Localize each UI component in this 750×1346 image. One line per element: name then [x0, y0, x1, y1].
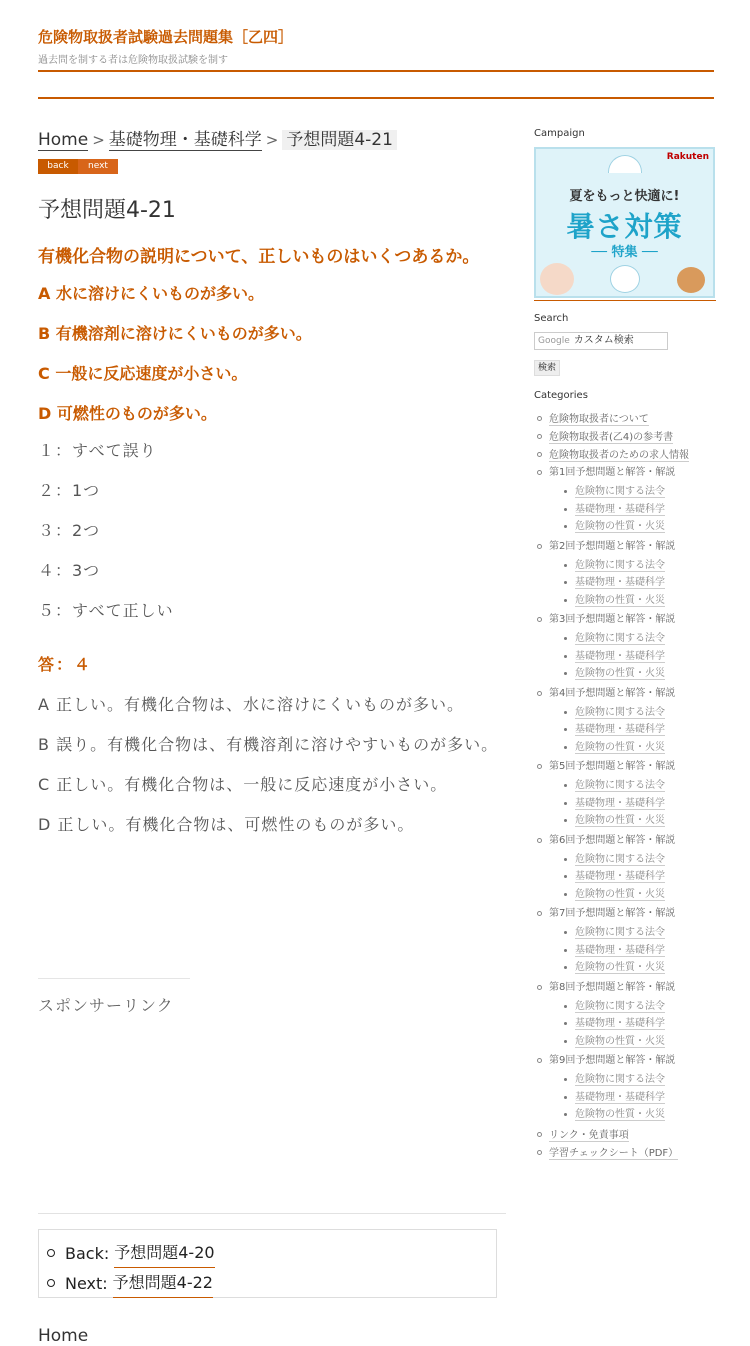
subcategory-item: [549, 501, 716, 519]
dot-bullet-icon: [564, 1022, 567, 1025]
subcategory-link[interactable]: 危険物に関する法令: [575, 559, 665, 571]
question-text: 有機化合物の説明について、正しいものはいくつあるか。: [38, 247, 480, 267]
category-sublist: [549, 777, 716, 830]
category-link[interactable]: 危険物取扱者について: [549, 414, 649, 425]
dot-bullet-icon: [564, 875, 567, 878]
person-illustration: [540, 263, 574, 295]
subcategory-item: [549, 704, 716, 722]
subcategory-link[interactable]: 危険物に関する法令: [575, 780, 665, 791]
subcategory-item: [549, 886, 716, 904]
subcategory-item: [549, 1106, 716, 1124]
subcategory-item: [549, 665, 716, 683]
category-link[interactable]: リンク・免責事項: [549, 1129, 629, 1141]
subcategory-link[interactable]: 危険物の性質・火災: [575, 815, 665, 826]
post-nav-next: [45, 1268, 496, 1298]
explanation-d: D 正しい。有機化合物は、可燃性のものが多い。: [38, 815, 415, 834]
subcategory-item: [549, 574, 716, 592]
dot-bullet-icon: [564, 637, 567, 640]
category-sublist: [549, 851, 716, 904]
sidebar: [534, 128, 716, 1163]
category-group-label: 第9回予想問題と解答・解説: [549, 1055, 676, 1066]
circle-bullet-icon: [537, 691, 542, 696]
subcategory-link[interactable]: 危険物の性質・火災: [575, 1035, 665, 1047]
campaign-title: Campaign: [534, 128, 585, 139]
category-group-label: 第5回予想問題と解答・解説: [549, 761, 676, 772]
google-logo: Google: [538, 336, 570, 346]
bear-illustration: [610, 265, 640, 293]
circle-bullet-icon: [537, 985, 542, 990]
choice-2: ２：1つ: [38, 481, 101, 500]
explanation-b: B 誤り。有機化合物は、有機溶剤に溶けやすいものが多い。: [38, 735, 499, 754]
category-sublist: [549, 704, 716, 757]
site-description: 過去問を制する者は危険物取扱試験を制す: [38, 55, 228, 66]
breadcrumb-category[interactable]: 基礎物理・基礎科学: [108, 130, 262, 150]
category-sublist: [549, 924, 716, 977]
subcategory-item: [549, 959, 716, 977]
circle-bullet-icon: [537, 434, 542, 439]
circle-bullet-icon: [537, 452, 542, 457]
explanation-c: C 正しい。有機化合物は、一般に反応速度が小さい。: [38, 775, 448, 794]
subcategory-item: [549, 518, 716, 536]
dot-bullet-icon: [564, 802, 567, 805]
sponsor-divider: [38, 978, 190, 979]
bottom-breadcrumb: [38, 1326, 88, 1346]
choice-4: ４：3つ: [38, 561, 101, 580]
header-rule-bottom: [38, 97, 714, 99]
circle-bullet-icon: [537, 911, 542, 916]
circle-bullet-icon: [537, 416, 542, 421]
breadcrumb-home[interactable]: Home: [38, 1326, 89, 1346]
dot-bullet-icon: [564, 1096, 567, 1099]
explanation-a: A 正しい。有機化合物は、水に溶けにくいものが多い。: [38, 695, 465, 714]
circle-bullet-icon: [537, 617, 542, 622]
category-group: [534, 906, 716, 980]
category-group: [534, 759, 716, 833]
category-item: [534, 1145, 716, 1163]
subcategory-link[interactable]: 危険物に関する法令: [575, 486, 665, 497]
bullet-icon: [47, 1279, 55, 1287]
subcategory-link[interactable]: 危険物に関する法令: [575, 927, 665, 938]
category-link[interactable]: 危険物取扱者のための求人情報: [549, 450, 689, 461]
subcategory-link[interactable]: 危険物の性質・火災: [575, 521, 665, 532]
category-group-label: 第8回予想問題と解答・解説: [549, 981, 676, 993]
dot-bullet-icon: [564, 599, 567, 602]
category-group-label: 第1回予想問題と解答・解説: [549, 467, 676, 478]
subcategory-item: [549, 648, 716, 666]
category-group-label: 第2回予想問題と解答・解説: [549, 540, 676, 552]
post-title: 予想問題4-21: [38, 198, 176, 223]
category-sublist: [549, 630, 716, 683]
categories-title: Categories: [534, 390, 588, 401]
dot-bullet-icon: [564, 1113, 567, 1116]
dot-bullet-icon: [564, 581, 567, 584]
dot-bullet-icon: [564, 525, 567, 528]
subcategory-link[interactable]: 基礎物理・基礎科学: [575, 944, 665, 956]
circle-bullet-icon: [537, 1058, 542, 1063]
dot-bullet-icon: [564, 728, 567, 731]
circle-bullet-icon: [537, 470, 542, 475]
dot-bullet-icon: [564, 490, 567, 493]
answer: 答：４: [38, 655, 93, 674]
category-group: [534, 980, 716, 1054]
category-sublist: [549, 557, 716, 610]
bullet-icon: [47, 1249, 55, 1257]
category-group: [534, 833, 716, 907]
back-button[interactable]: back: [38, 159, 78, 174]
subcategory-item: [549, 777, 716, 795]
circle-bullet-icon: [537, 838, 542, 843]
circle-bullet-icon: [537, 544, 542, 549]
subcategory-item: [549, 1033, 716, 1051]
choice-5: ５：すべて正しい: [38, 601, 174, 620]
rakuten-logo: Rakuten: [666, 152, 709, 162]
dot-bullet-icon: [564, 672, 567, 675]
subcategory-item: [549, 1089, 716, 1107]
dot-bullet-icon: [564, 1005, 567, 1008]
dog-illustration: [677, 267, 705, 293]
subcategory-link[interactable]: 危険物に関する法令: [575, 1074, 665, 1085]
post-nav-back: [45, 1238, 496, 1268]
subcategory-item: [549, 795, 716, 813]
subcategory-item: [549, 739, 716, 757]
choice-3: ３：2つ: [38, 521, 101, 540]
category-link[interactable]: 危険物取扱者(乙4)の参考書: [549, 432, 674, 443]
subcategory-link[interactable]: 基礎物理・基礎科学: [575, 871, 665, 882]
subcategory-link[interactable]: 危険物に関する法令: [575, 706, 665, 718]
breadcrumb-separator: >: [265, 131, 279, 149]
category-group-label: 第7回予想問題と解答・解説: [549, 908, 676, 919]
dot-bullet-icon: [564, 508, 567, 511]
category-group: [534, 686, 716, 760]
subcategory-link[interactable]: 基礎物理・基礎科学: [575, 650, 665, 662]
category-sublist: [549, 483, 716, 536]
dot-bullet-icon: [564, 819, 567, 822]
breadcrumb-separator: >: [92, 131, 105, 149]
choice-1: １：すべて誤り: [38, 441, 157, 460]
next-button[interactable]: next: [78, 159, 118, 174]
category-item: [534, 447, 716, 465]
dot-bullet-icon: [564, 564, 567, 567]
subcategory-link[interactable]: 危険物の性質・火災: [575, 594, 665, 606]
dot-bullet-icon: [564, 931, 567, 934]
subcategory-item: [549, 868, 716, 886]
search-button[interactable]: 検索: [534, 360, 560, 376]
main-content: [38, 128, 506, 840]
subcategory-link[interactable]: 基礎物理・基礎科学: [575, 724, 665, 735]
subcategory-link[interactable]: 基礎物理・基礎科学: [575, 797, 665, 809]
category-link[interactable]: 学習チェックシート（PDF）: [549, 1147, 679, 1159]
subcategory-link[interactable]: 危険物の性質・火災: [575, 1109, 665, 1120]
category-item: [534, 411, 716, 429]
sidebar-rule: [534, 300, 716, 301]
subcategory-item: [549, 592, 716, 610]
post-nav-next-link[interactable]: 予想問題4-22: [113, 1268, 213, 1298]
category-group: [534, 539, 716, 613]
breadcrumb: [38, 128, 506, 152]
category-item: [534, 429, 716, 447]
option-d: D 可燃性のものが多い。: [38, 404, 217, 423]
circle-bullet-icon: [537, 1150, 542, 1155]
breadcrumb-home[interactable]: Home: [38, 130, 89, 150]
circle-bullet-icon: [537, 1132, 542, 1137]
search-input[interactable]: [534, 332, 668, 350]
subcategory-item: [549, 924, 716, 942]
category-sublist: [549, 998, 716, 1051]
category-group: [534, 1053, 716, 1127]
subcategory-link[interactable]: 危険物に関する法令: [575, 633, 665, 644]
subcategory-link[interactable]: 基礎物理・基礎科学: [575, 1018, 665, 1029]
dot-bullet-icon: [564, 784, 567, 787]
search-title: Search: [534, 313, 569, 324]
subcategory-link[interactable]: 基礎物理・基礎科学: [575, 503, 665, 515]
post-nav-back-link[interactable]: 予想問題4-20: [114, 1238, 214, 1268]
category-item: [534, 1127, 716, 1145]
subcategory-item: [549, 630, 716, 648]
category-group-label: 第4回予想問題と解答・解説: [549, 687, 676, 699]
banner-line3: ── 特集 ──: [591, 245, 658, 260]
dot-bullet-icon: [564, 893, 567, 896]
dot-bullet-icon: [564, 949, 567, 952]
option-a: A 水に溶けにくいものが多い。: [38, 284, 264, 303]
dot-bullet-icon: [564, 1078, 567, 1081]
sponsor-label: スポンサーリンク: [38, 996, 174, 1015]
dot-bullet-icon: [564, 1040, 567, 1043]
subcategory-item: [549, 812, 716, 830]
subcategory-item: [549, 851, 716, 869]
subcategory-item: [549, 1015, 716, 1033]
post-nav-next-label: Next:: [65, 1273, 108, 1293]
banner-line1: 夏をもっと快適に!: [569, 189, 680, 204]
header-rule-top: [38, 70, 714, 72]
post-navigation: [38, 1229, 497, 1298]
subcategory-link[interactable]: 危険物に関する法令: [575, 1000, 665, 1012]
categories-list: [534, 411, 716, 1163]
subcategory-link[interactable]: 危険物の性質・火災: [575, 962, 665, 973]
subcategory-link[interactable]: 危険物の性質・火災: [575, 668, 665, 679]
subcategory-link[interactable]: 危険物に関する法令: [575, 853, 665, 865]
pager: [38, 159, 506, 174]
subcategory-link[interactable]: 基礎物理・基礎科学: [575, 577, 665, 588]
dot-bullet-icon: [564, 966, 567, 969]
dot-bullet-icon: [564, 655, 567, 658]
subcategory-item: [549, 1071, 716, 1089]
circle-bullet-icon: [537, 764, 542, 769]
sun-icon: [608, 155, 642, 173]
subcategory-item: [549, 483, 716, 501]
breadcrumb-current: 予想問題4-21: [282, 130, 397, 150]
post-nav-back-label: Back:: [65, 1243, 110, 1263]
subcategory-link[interactable]: 基礎物理・基礎科学: [575, 1091, 665, 1103]
subcategory-link[interactable]: 危険物の性質・火災: [575, 741, 665, 753]
category-group-label: 第3回予想問題と解答・解説: [549, 614, 676, 625]
dot-bullet-icon: [564, 711, 567, 714]
site-title[interactable]: 危険物取扱者試験過去問題集［乙四］: [38, 28, 294, 46]
option-b: B 有機溶剤に溶けにくいものが多い。: [38, 324, 312, 343]
category-sublist: [549, 1071, 716, 1124]
dot-bullet-icon: [564, 858, 567, 861]
category-group: [534, 612, 716, 686]
search-placeholder: カスタム検索: [573, 335, 634, 346]
subcategory-item: [549, 942, 716, 960]
subcategory-item: [549, 998, 716, 1016]
banner-line2: 暑さ対策: [566, 210, 683, 243]
category-group-label: 第6回予想問題と解答・解説: [549, 834, 676, 846]
category-group: [534, 465, 716, 539]
campaign-banner[interactable]: [534, 147, 715, 298]
content-divider: [38, 1213, 506, 1214]
dot-bullet-icon: [564, 746, 567, 749]
subcategory-item: [549, 557, 716, 575]
option-c: C 一般に反応速度が小さい。: [38, 364, 248, 383]
subcategory-link[interactable]: 危険物の性質・火災: [575, 888, 665, 900]
subcategory-item: [549, 721, 716, 739]
